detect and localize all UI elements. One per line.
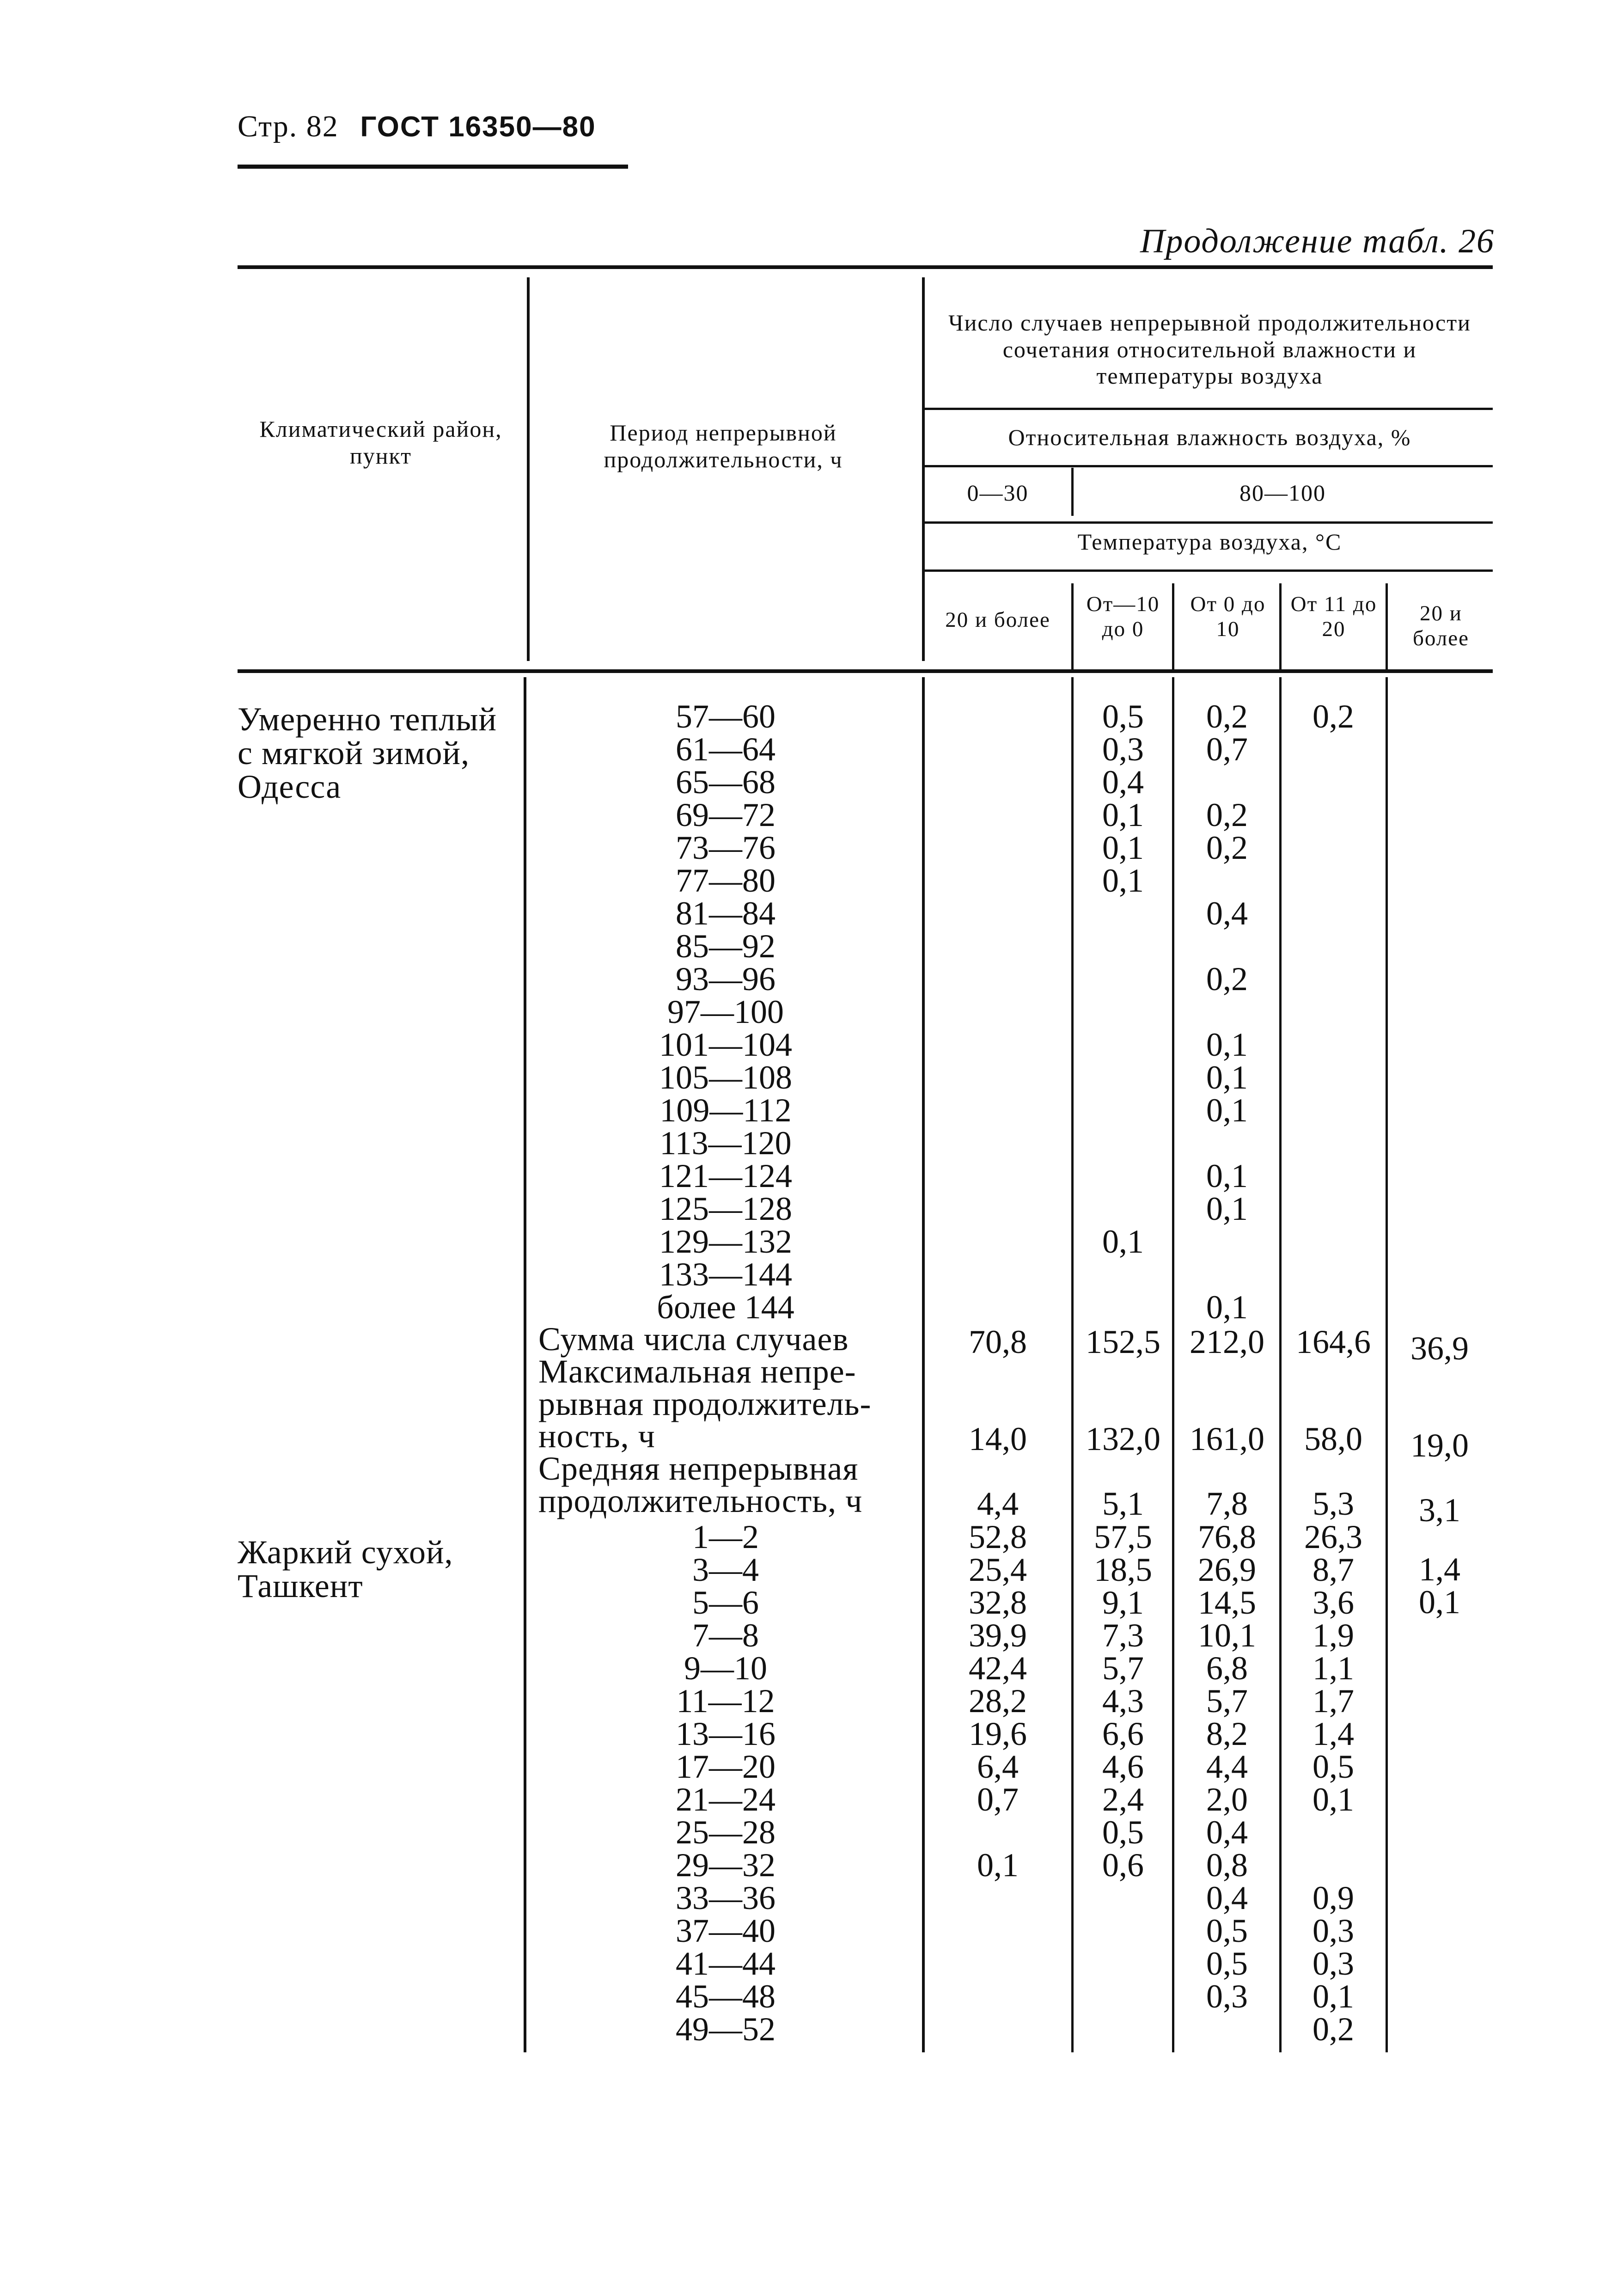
t4-cell [1282,1291,1384,1324]
t3-cell [1176,766,1278,799]
t1-cell [925,1094,1070,1127]
summary-max-t4: 58,0 [1304,1420,1362,1457]
t4-cell: 0,3 [1313,1912,1354,1949]
t3-cell: 2,0 [1206,1781,1248,1818]
t4-cell [1282,897,1384,930]
table-top-rule [238,265,1493,269]
t3-cell: 0,4 [1206,895,1248,932]
period-cell: 9—10 [684,1650,767,1687]
t3-cell: 0,1 [1206,1026,1248,1063]
t1-cell: 39,9 [969,1617,1027,1654]
col-header-humidity-low: 0—30 [967,480,1029,506]
period-cell: 17—20 [676,1748,775,1785]
t1-cell [925,930,1070,963]
humidity-rule [923,465,1493,467]
period-cell: 121—124 [659,1157,792,1194]
t2-cell: 7,3 [1102,1617,1144,1654]
tashkent-t5-value: 0,1 [1419,1584,1460,1621]
t2-cell: 9,1 [1102,1584,1144,1621]
col-header-group: Число случаев непрерывной продолжительности сочетания относительной влажности и температуры воздуха [948,310,1471,389]
t2-cell: 57,5 [1094,1518,1152,1555]
t2-cell [1075,1915,1172,1947]
t2-cell [1075,2013,1172,2046]
t1-cell [925,1947,1070,1980]
summary-sum-label: Сумма числа случаев [538,1321,849,1358]
period-cell: 101—104 [659,1026,792,1063]
summary-avg-t1: 4,4 [977,1485,1019,1522]
t1-cell [925,799,1070,832]
tashkent-t5-value: 1,4 [1419,1551,1460,1588]
t4-cell [1282,1225,1384,1258]
col-header-t1: 20 и более [945,608,1050,632]
t1-cell [925,2013,1070,2046]
t2-column [1075,700,1172,2046]
t4-cell: 0,1 [1313,1781,1354,1818]
t1-cell: 32,8 [969,1584,1027,1621]
t3-cell: 14,5 [1198,1584,1256,1621]
t1-cell [925,897,1070,930]
period-cell: 113—120 [659,1125,792,1162]
period-cell: 93—96 [676,961,775,998]
t4-cell: 0,9 [1313,1879,1354,1916]
t2-cell [1075,1357,1172,1389]
t3-cell: 0,2 [1206,698,1248,735]
t4-cell [1282,1193,1384,1225]
t2-cell: 0,1 [1102,1223,1144,1260]
summary-sum-t5: 36,9 [1410,1330,1469,1367]
t4-cell [1282,832,1384,864]
t3-cell: 0,8 [1206,1847,1248,1884]
period-cell: 61—64 [676,731,775,768]
col-header-t4: От 11 до 20 [1290,592,1377,642]
period-cell: 25—28 [676,1814,775,1851]
t1-cell [925,1291,1070,1324]
t3-cell [1176,996,1278,1028]
t2-cell: 0,6 [1102,1847,1144,1884]
t4-cell [1282,1455,1384,1488]
divider-region [527,277,530,661]
t2-cell: 0,3 [1102,731,1144,768]
period-cell: 5—6 [692,1584,759,1621]
t2-cell [1075,1193,1172,1225]
summary-sum-t1: 70,8 [969,1323,1027,1360]
page-header [238,109,596,144]
t3-cell [1176,1389,1278,1422]
table-caption: Продолжение табл. 26 [1140,222,1495,260]
t2-cell [1075,897,1172,930]
t1-cell: 19,6 [969,1715,1027,1752]
t4-cell [1282,1389,1384,1422]
t4-cell [1282,766,1384,799]
period-cell: 97—100 [667,993,784,1030]
period-cell: 7—8 [692,1617,759,1654]
t3-cell [1176,930,1278,963]
t2-cell: 4,6 [1102,1748,1144,1785]
divider-t1-t2 [1071,583,1074,669]
t4-cell: 1,9 [1313,1617,1354,1654]
t2-cell [1075,930,1172,963]
t2-cell: 4,3 [1102,1683,1144,1720]
t2-cell: 0,5 [1102,698,1144,735]
period-cell: 11—12 [676,1683,775,1720]
period-cell: 133—144 [659,1256,792,1293]
summary-max-label: ность, ч [538,1418,655,1455]
t3-column [1176,700,1278,2046]
divider-t3-t4 [1279,583,1282,669]
t1-cell: 25,4 [969,1551,1027,1588]
t4-cell: 0,5 [1313,1748,1354,1785]
col-header-humidity: Относительная влажность воздуха, % [1008,424,1411,450]
period-cell: более 144 [657,1289,794,1326]
t4-cell [1282,1127,1384,1160]
t3-cell: 0,1 [1206,1059,1248,1096]
period-cell: 85—92 [676,928,775,965]
t2-cell [1075,1980,1172,2013]
period-cell: 49—52 [676,2011,775,2048]
t1-cell [925,1225,1070,1258]
t2-cell: 2,4 [1102,1781,1144,1818]
summary-sum-t4: 164,6 [1296,1323,1371,1360]
t3-cell: 0,1 [1206,1157,1248,1194]
t4-cell: 0,2 [1313,2011,1354,2048]
t3-cell [1176,2013,1278,2046]
t3-cell: 0,1 [1206,1190,1248,1227]
t2-cell [1075,1061,1172,1094]
col-header-humidity-high: 80—100 [1239,480,1326,506]
t1-cell [925,1389,1070,1422]
t2-cell [1075,1882,1172,1915]
period-cell: 73—76 [676,829,775,866]
t1-cell: 42,4 [969,1650,1027,1687]
period-cell: 33—36 [676,1879,775,1916]
region-odessa: Умеренно теплый с мягкой зимой, Одесса [238,701,497,805]
t1-cell [925,1061,1070,1094]
t1-cell [925,963,1070,996]
header-rule [238,165,628,169]
t3-cell: 0,1 [1206,1092,1248,1129]
body-divider-t3-t4 [1279,677,1282,2052]
summary-sum-t3: 212,0 [1190,1323,1264,1360]
col-header-t3: От 0 до 10 [1190,592,1266,642]
t4-cell [1282,799,1384,832]
summary-sum-t2: 152,5 [1086,1323,1160,1360]
period-cell: 41—44 [676,1945,775,1982]
body-divider-t2-t3 [1172,677,1174,2052]
t1-cell [925,832,1070,864]
period-cell: 81—84 [676,895,775,932]
period-cell: 3—4 [692,1551,759,1588]
t3-cell: 0,2 [1206,796,1248,833]
period-cell: 13—16 [676,1715,775,1752]
period-cell: 69—72 [676,796,775,833]
t4-cell [1282,1061,1384,1094]
body-divider-t1-t2 [1071,677,1074,2052]
t1-cell: 0,7 [977,1781,1019,1818]
t4-column [1282,700,1384,2046]
summary-avg-label: продолжительность, ч [538,1482,863,1519]
t3-cell: 5,7 [1206,1683,1248,1720]
t1-cell [925,996,1070,1028]
t3-cell [1176,1225,1278,1258]
divider-t4-t5 [1386,583,1388,669]
t2-cell [1075,1291,1172,1324]
t2-cell: 18,5 [1094,1551,1152,1588]
t1-cell [925,1455,1070,1488]
t1-cell [925,733,1070,766]
t4-cell: 3,6 [1313,1584,1354,1621]
page-number: Стр. 82 [238,110,339,143]
t3-cell: 10,1 [1198,1617,1256,1654]
summary-avg-t4: 5,3 [1313,1485,1354,1522]
t2-cell: 5,7 [1102,1650,1144,1687]
t3-cell: 76,8 [1198,1518,1256,1555]
period-cell: 125—128 [659,1190,792,1227]
t2-cell [1075,1127,1172,1160]
summary-max-label: рывная продолжитель- [538,1385,872,1422]
t1-cell: 0,1 [977,1847,1019,1884]
summary-avg-t5: 3,1 [1419,1492,1460,1529]
t3-cell: 0,2 [1206,829,1248,866]
t1-cell: 6,4 [977,1748,1019,1785]
t2-cell [1075,963,1172,996]
period-cell: 77—80 [676,862,775,899]
t1-cell: 28,2 [969,1683,1027,1720]
t3-cell [1176,864,1278,897]
period-cell: 65—68 [676,764,775,801]
t2-cell: 0,1 [1102,862,1144,899]
t1-cell [925,766,1070,799]
t3-cell: 0,7 [1206,731,1248,768]
t2-cell: 0,1 [1102,829,1144,866]
summary-max-t3: 161,0 [1190,1420,1264,1457]
t2-cell: 0,5 [1102,1814,1144,1851]
t1-column [925,700,1070,2046]
standard-number: ГОСТ 16350—80 [360,111,596,143]
t3-cell: 4,4 [1206,1748,1248,1785]
period-cell: 129—132 [659,1223,792,1260]
body-divider-t4-t5 [1386,677,1388,2052]
period-cell: 109—112 [659,1092,792,1129]
humidity-range-rule [923,521,1493,524]
period-cell: 29—32 [676,1847,775,1884]
col-header-t2: От—10 до 0 [1086,592,1160,642]
t3-cell: 0,2 [1206,961,1248,998]
t3-cell: 0,4 [1206,1814,1248,1851]
col-header-temperature: Температура воздуха, °С [1077,529,1342,555]
t1-cell [925,1127,1070,1160]
t2-cell [1075,1258,1172,1291]
t4-cell: 0,3 [1313,1945,1354,1982]
period-cell: 57—60 [676,698,775,735]
t4-cell [1282,963,1384,996]
t2-cell: 6,6 [1102,1715,1144,1752]
t4-cell [1282,1849,1384,1882]
summary-max-t1: 14,0 [969,1420,1027,1457]
t4-cell [1282,1816,1384,1849]
t3-cell [1176,1455,1278,1488]
t3-cell: 26,9 [1198,1551,1256,1588]
period-cell: 21—24 [676,1781,775,1818]
t1-cell [925,1882,1070,1915]
period-cell: 105—108 [659,1059,792,1096]
t1-cell [925,1915,1070,1947]
t1-cell [925,700,1070,733]
summary-avg-t2: 5,1 [1102,1485,1144,1522]
period-cell: 45—48 [676,1978,775,2015]
t1-cell [925,1258,1070,1291]
divider-t2-t3 [1172,583,1174,669]
t4-cell: 0,2 [1313,698,1354,735]
t3-cell: 0,5 [1206,1912,1248,1949]
t3-cell: 0,1 [1206,1289,1248,1326]
t4-cell [1282,1160,1384,1193]
t1-cell [925,864,1070,897]
t4-cell [1282,1258,1384,1291]
col-header-period: Период непрерывной продолжительности, ч [604,420,843,472]
t2-cell [1075,1947,1172,1980]
t3-cell [1176,1357,1278,1389]
region-tashkent: Жаркий сухой, Ташкент [238,1534,453,1604]
t2-cell [1075,1455,1172,1488]
t1-cell [925,1980,1070,2013]
t2-cell [1075,996,1172,1028]
t4-cell: 1,7 [1313,1683,1354,1720]
summary-avg-t3: 7,8 [1206,1485,1248,1522]
t3-cell: 8,2 [1206,1715,1248,1752]
t4-cell [1282,996,1384,1028]
col-header-t5: 20 и более [1413,601,1469,651]
t4-cell [1282,1357,1384,1389]
t4-cell: 1,1 [1313,1650,1354,1687]
t3-cell [1176,1127,1278,1160]
t1-cell [925,1028,1070,1061]
t3-cell: 0,5 [1206,1945,1248,1982]
period-cell: 37—40 [676,1912,775,1949]
t1-cell [925,1160,1070,1193]
t4-cell [1282,1028,1384,1061]
t2-cell [1075,1028,1172,1061]
t4-cell [1282,930,1384,963]
t3-cell: 0,4 [1206,1879,1248,1916]
t2-cell [1075,1389,1172,1422]
summary-max-t2: 132,0 [1086,1420,1160,1457]
temperature-rule [923,569,1493,572]
summary-max-t5: 19,0 [1410,1427,1469,1464]
t4-cell [1282,733,1384,766]
t4-cell [1282,1094,1384,1127]
t4-cell: 0,1 [1313,1978,1354,2015]
t1-cell: 52,8 [969,1518,1027,1555]
group-rule [923,408,1493,410]
summary-max-label: Максимальная непре- [538,1353,856,1390]
t1-cell [925,1357,1070,1389]
t2-cell: 0,4 [1102,764,1144,801]
t3-cell [1176,1258,1278,1291]
t1-cell [925,1816,1070,1849]
t4-cell: 8,7 [1313,1551,1354,1588]
col-header-region: Климатический район, пункт [259,416,502,469]
t4-cell: 1,4 [1313,1715,1354,1752]
t2-cell [1075,1094,1172,1127]
body-divider-region [524,677,526,2052]
divider-period [922,277,925,661]
t4-cell [1282,864,1384,897]
period-cell: 1—2 [692,1518,759,1555]
t4-cell: 26,3 [1304,1518,1362,1555]
t3-cell: 0,3 [1206,1978,1248,2015]
t1-cell [925,1193,1070,1225]
t2-cell: 0,1 [1102,796,1144,833]
summary-avg-label: Средняя непрерывная [538,1450,859,1487]
t3-cell: 6,8 [1206,1650,1248,1687]
header-bottom-rule [238,669,1493,673]
t2-cell [1075,1160,1172,1193]
